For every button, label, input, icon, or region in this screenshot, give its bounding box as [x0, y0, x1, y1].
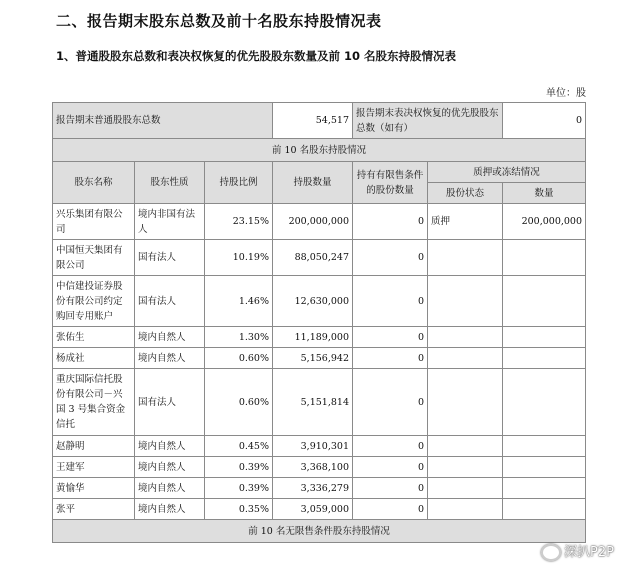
table-row	[53, 204, 586, 240]
cell-ratio: 1.46%	[205, 276, 273, 327]
cell-qty: 3,368,100	[273, 457, 353, 478]
cell-qty: 200,000,000	[273, 204, 353, 240]
cell-status	[428, 499, 503, 520]
cell-restricted: 0	[353, 478, 428, 499]
table-row	[53, 457, 586, 478]
cell-nature: 境内自然人	[135, 478, 205, 499]
cell-qty: 12,630,000	[273, 276, 353, 327]
col-pledge-status: 股份状态	[428, 183, 503, 204]
cell-nature: 国有法人	[135, 369, 205, 436]
cell-name: 张平	[53, 499, 135, 520]
cell-pledge-qty	[503, 369, 586, 436]
top10-title-row	[53, 139, 586, 162]
cell-status: 质押	[428, 204, 503, 240]
cell-nature: 境内非国有法人	[135, 204, 205, 240]
cell-qty: 5,151,814	[273, 369, 353, 436]
cell-restricted: 0	[353, 204, 428, 240]
cell-name: 中信建投证券股份有限公司约定购回专用账户	[53, 276, 135, 327]
cell-status	[428, 240, 503, 276]
cell-name: 黄愉华	[53, 478, 135, 499]
table-row	[53, 436, 586, 457]
cell-status	[428, 369, 503, 436]
cell-pledge-qty	[503, 457, 586, 478]
cell-status	[428, 478, 503, 499]
col-pledge-qty: 数量	[503, 183, 586, 204]
cell-name: 张佑生	[53, 327, 135, 348]
cell-ratio: 1.30%	[205, 327, 273, 348]
watermark: 深扒P2P	[541, 541, 614, 561]
cell-pledge-qty: 200,000,000	[503, 204, 586, 240]
cell-status	[428, 276, 503, 327]
cell-nature: 境内自然人	[135, 436, 205, 457]
cell-pledge-qty	[503, 276, 586, 327]
cell-restricted: 0	[353, 499, 428, 520]
cell-qty: 5,156,942	[273, 348, 353, 369]
table-row	[53, 327, 586, 348]
cell-name: 王建军	[53, 457, 135, 478]
top10-title: 前 10 名股东持股情况	[53, 139, 586, 162]
cell-ratio: 0.39%	[205, 478, 273, 499]
summary-row	[53, 103, 586, 139]
cell-ratio: 0.35%	[205, 499, 273, 520]
cell-restricted: 0	[353, 457, 428, 478]
common-holders-value: 54,517	[273, 103, 353, 139]
cell-ratio: 10.19%	[205, 240, 273, 276]
cell-nature: 境内自然人	[135, 327, 205, 348]
cell-qty: 3,059,000	[273, 499, 353, 520]
cell-pledge-qty	[503, 499, 586, 520]
section-heading: 二、报告期末股东总数及前十名股东持股情况表	[56, 12, 382, 30]
shareholder-table	[52, 102, 586, 543]
common-holders-label: 报告期末普通股股东总数	[53, 103, 273, 139]
unit-label: 单位：股	[546, 88, 586, 99]
cell-restricted: 0	[353, 240, 428, 276]
header-row-1	[53, 162, 586, 183]
cell-ratio: 23.15%	[205, 204, 273, 240]
cell-pledge-qty	[503, 478, 586, 499]
col-ratio: 持股比例	[205, 162, 273, 204]
cell-ratio: 0.60%	[205, 348, 273, 369]
table-row	[53, 276, 586, 327]
cell-nature: 国有法人	[135, 276, 205, 327]
cell-ratio: 0.39%	[205, 457, 273, 478]
cell-name: 杨成社	[53, 348, 135, 369]
wechat-icon	[541, 544, 561, 561]
col-restricted: 持有有限售条件的股份数量	[353, 162, 428, 204]
cell-restricted: 0	[353, 276, 428, 327]
cell-qty: 3,336,279	[273, 478, 353, 499]
cell-status	[428, 436, 503, 457]
cell-nature: 境内自然人	[135, 348, 205, 369]
cell-pledge-qty	[503, 240, 586, 276]
cell-restricted: 0	[353, 369, 428, 436]
cell-nature: 境内自然人	[135, 499, 205, 520]
col-pledge: 质押或冻结情况	[428, 162, 586, 183]
cell-nature: 境内自然人	[135, 457, 205, 478]
preferred-holders-value: 0	[503, 103, 586, 139]
table-row	[53, 478, 586, 499]
cell-restricted: 0	[353, 348, 428, 369]
preferred-holders-label: 报告期末表决权恢复的优先股股东总数（如有）	[353, 103, 503, 139]
cell-pledge-qty	[503, 436, 586, 457]
cell-status	[428, 348, 503, 369]
col-name: 股东名称	[53, 162, 135, 204]
cell-restricted: 0	[353, 327, 428, 348]
nonrestricted-title-row	[53, 520, 586, 543]
cell-ratio: 0.45%	[205, 436, 273, 457]
cell-name: 兴乐集团有限公司	[53, 204, 135, 240]
table-row	[53, 348, 586, 369]
cell-name: 中国恒天集团有限公司	[53, 240, 135, 276]
cell-status	[428, 457, 503, 478]
table-row	[53, 240, 586, 276]
cell-name: 重庆国际信托股份有限公司－兴国 3 号集合资金信托	[53, 369, 135, 436]
cell-ratio: 0.60%	[205, 369, 273, 436]
cell-nature: 国有法人	[135, 240, 205, 276]
col-nature: 股东性质	[135, 162, 205, 204]
table-heading: 1、普通股股东总数和表决权恢复的优先股股东数量及前 10 名股东持股情况表	[56, 49, 457, 63]
cell-name: 赵静明	[53, 436, 135, 457]
cell-qty: 3,910,301	[273, 436, 353, 457]
cell-pledge-qty	[503, 348, 586, 369]
nonrestricted-title: 前 10 名无限售条件股东持股情况	[53, 520, 586, 543]
cell-restricted: 0	[353, 436, 428, 457]
col-qty: 持股数量	[273, 162, 353, 204]
cell-qty: 88,050,247	[273, 240, 353, 276]
cell-status	[428, 327, 503, 348]
table-row	[53, 369, 586, 436]
table-row	[53, 499, 586, 520]
cell-pledge-qty	[503, 327, 586, 348]
cell-qty: 11,189,000	[273, 327, 353, 348]
